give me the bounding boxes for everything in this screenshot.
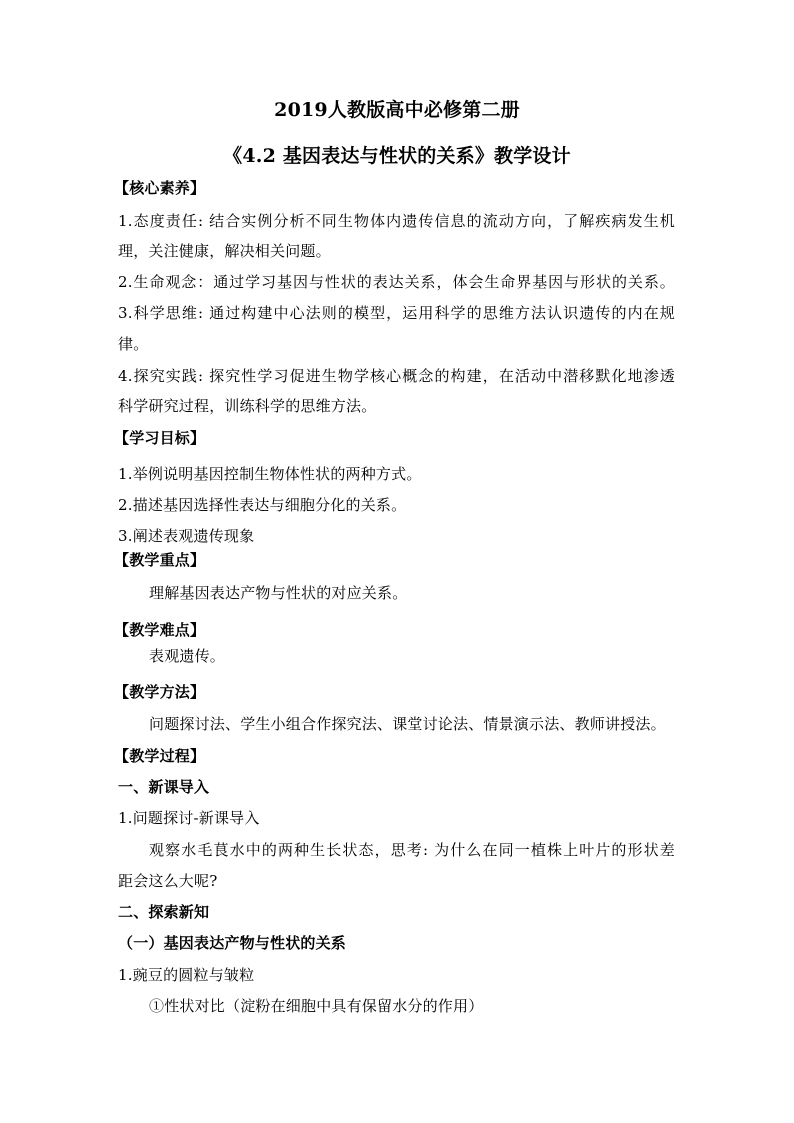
process-part-1-text-line-1: 观察水毛茛水中的两种生长状态，思考: 为什么在同一植株上叶片的形状差 — [149, 841, 675, 859]
core-item-1-line-1: 1.态度责任: 结合实例分析不同生物体内遗传信息的流动方向，了解疾病发生机 — [118, 212, 675, 230]
methods-text: 问题探讨法、学生小组合作探究法、课堂讨论法、情景演示法、教师讲授法。 — [149, 715, 666, 733]
section-heading-methods: 【教学方法】 — [114, 683, 206, 701]
goal-item-2: 2.描述基因选择性表达与细胞分化的关系。 — [118, 496, 407, 514]
section-heading-process: 【教学过程】 — [114, 747, 206, 765]
process-part-1-text-line-2: 距会这么大呢? — [118, 872, 218, 890]
section-heading-key-point: 【教学重点】 — [114, 551, 206, 569]
core-item-3-line-1: 3.科学思维: 通过构建中心法则的模型，运用科学的思维方法认识遗传的内在规 — [118, 304, 675, 322]
section-heading-learning-goals: 【学习目标】 — [114, 429, 206, 447]
document-title-line1: 2019人教版高中必修第二册 — [274, 99, 520, 121]
document-title-line2: 《4.2 基因表达与性状的关系》教学设计 — [223, 145, 571, 167]
process-subsection-1-item-1-point: ①性状对比（淀粉在细胞中具有保留水分的作用） — [149, 997, 484, 1015]
core-item-4-line-2: 科学研究过程，训练科学的思维方法。 — [118, 397, 377, 415]
core-item-3-line-2: 律。 — [118, 335, 149, 353]
process-part-1-item: 1.问题探讨-新课导入 — [118, 809, 260, 827]
goal-item-1: 1.举例说明基因控制生物体性状的两种方式。 — [118, 465, 422, 483]
core-item-1-line-2: 理，关注健康，解决相关问题。 — [118, 242, 331, 260]
difficulty-text: 表观遗传。 — [149, 647, 226, 665]
section-heading-difficulty: 【教学难点】 — [114, 621, 206, 639]
process-subsection-1-item-1: 1.豌豆的圆粒与皱粒 — [118, 966, 255, 984]
core-item-2: 2.生命观念：通过学习基因与性状的表达关系，体会生命界基因与形状的关系。 — [118, 273, 675, 291]
goal-item-3: 3.阐述表观遗传现象 — [118, 527, 255, 545]
process-part-1-title: 一、新课导入 — [118, 778, 210, 796]
key-point-text: 理解基因表达产物与性状的对应关系。 — [149, 584, 408, 602]
process-part-2-title: 二、探索新知 — [118, 903, 210, 921]
core-item-4-line-1: 4.探究实践: 探究性学习促进生物学核心概念的构建，在活动中潜移默化地渗透 — [118, 367, 675, 385]
section-heading-core-literacy: 【核心素养】 — [114, 179, 206, 197]
process-subsection-1-title: （一）基因表达产物与性状的关系 — [118, 934, 347, 952]
